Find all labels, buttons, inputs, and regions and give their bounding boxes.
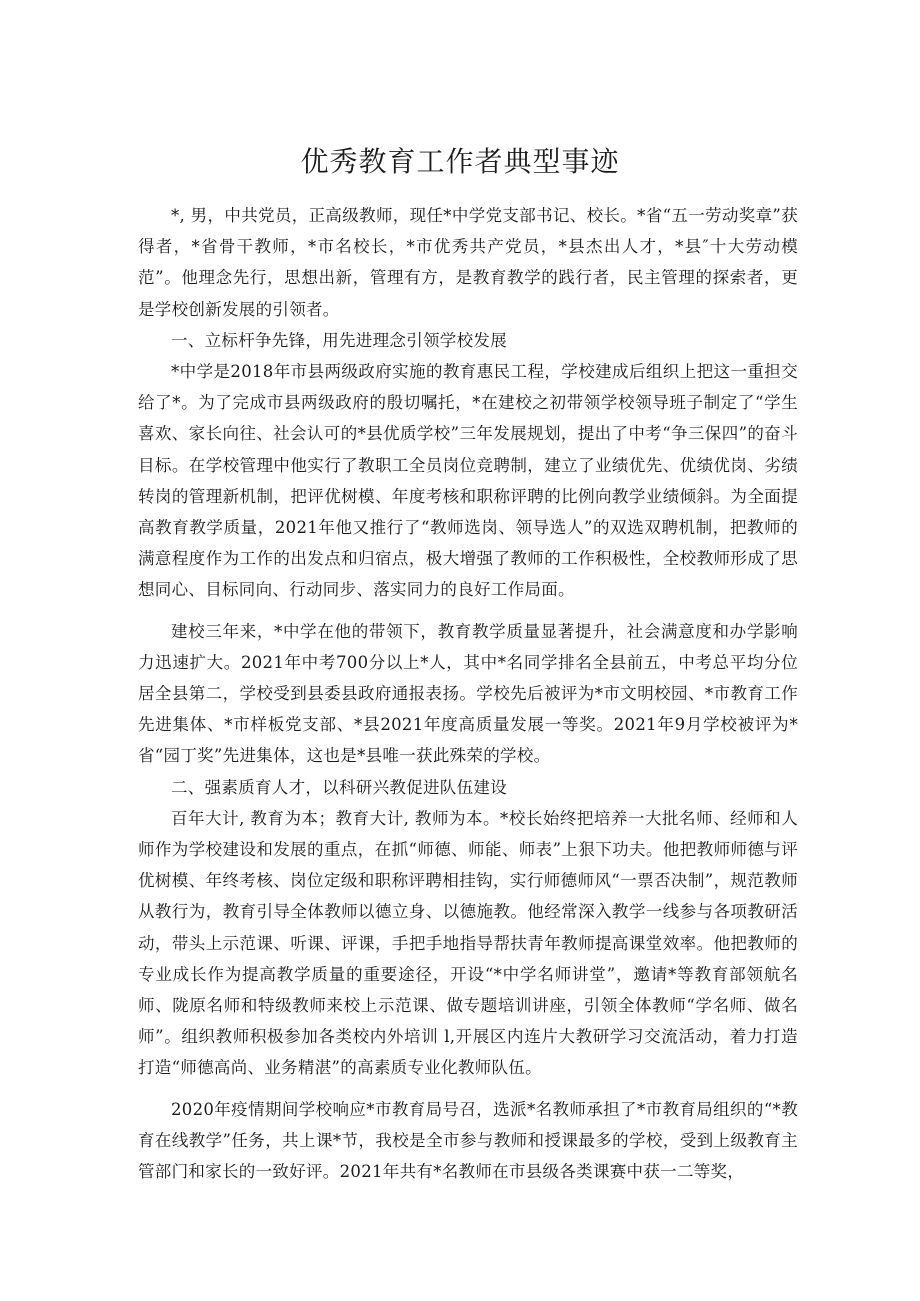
section-heading-2: 二、强素质育人才，以科研兴教促进队伍建设	[171, 777, 507, 797]
intro-paragraph: *, 男，中共党员，正高级教师，现任*中学党支部书记、校长。*省“五一劳动奖章”获得者，*省骨干教师，*市名校长，*市优秀共产党员，*县杰出人才，*县″十大劳动模范”。他理念先行，思想出新，管理有方，是教育教学的践行者，民主管理的探索者，更是学校创新发展的引领者。	[138, 206, 798, 319]
section-2-paragraph-1: 百年大计, 教育为本；教育大计, 教师为本。*校长始终把培养一大批名师、经师和人师作为学校建设和发展的重点，在抓“师德、师能、师表”上狠下功夫。他把教师师德与评优树模、年终考核、岗位定级和职称评聘相挂钩，实行师德师风“一票否决制”，规范教师从教行为，教育引导全体教师以德立身、以德施教。他经常深入教学一线参与各项教研活动，带头上示范课、听课、评课，手把手地指导帮扶青年教师提高课堂效率。他把教师的专业成长作为提高教学质量的重要途径，开设“*中学名师讲堂”，邀请*等教育部领航名师、陇原名师和特级教师来校上示范课、做专题培训讲座，引领全体教师“学名师、做名师”。组织教师积极参加各类校内外培训 l,开展区内连片大教研学习交流活动，着力打造打造“师德高尚、业务精湛”的高素质专业化教师队伍。	[138, 808, 798, 1078]
document-body	[138, 200, 798, 1187]
section-2-paragraph-2: 2020年疫情期间学校响应*市教育局号召，选派*名教师承担了*市教育局组织的“*教育在线教学”任务，共上课*节，我校是全市参与教师和授课最多的学校，受到上级教育主管部门和家长的一致好评。2021年共有*名教师在市县级各类课赛中获一二等奖，	[138, 1099, 798, 1182]
section-heading-1: 一、立标杆争先锋，用先进理念引领学校发展	[171, 330, 507, 350]
paragraph-gap	[138, 606, 798, 616]
section-1-paragraph-2: 建校三年来，*中学在他的带领下，教育教学质量显著提升，社会满意度和办学影响力迅速扩大。2021年中考700分以上*人，其中*名同学排名全县前五，中考总平均分位居全县第二，学校受到县委县政府通报表扬。学校先后被评为*市文明校园、*市教育工作先进集体、*市样板党支部、*县2021年度高质量发展一等奖。2021年9月学校被评为*省“园丁奖”先进集体，这也是*县唯一获此殊荣的学校。	[138, 621, 798, 766]
document-title: 优秀教育工作者典型事迹	[300, 145, 620, 178]
paragraph-gap	[138, 1084, 798, 1094]
section-1-paragraph-1: *中学是2018年市县两级政府实施的教育惠民工程，学校建成后组织上把这一重担交给了*。为了完成市县两级政府的殷切嘱托，*在建校之初带领学校领导班子制定了“学生喜欢、家长向往、社会认可的*县优质学校”三年发展规划，提出了中考“争三保四”的奋斗目标。在学校管理中他实行了教职工全员岗位竞聘制，建立了业绩优先、优绩优岗、劣绩转岗的管理新机制，把评优树模、年度考核和职称评聘的比例向教学业绩倾斜。为全面提高教育教学质量，2021年他又推行了“教师选岗、领导选人”的双选双聘机制，把教师的满意程度作为工作的出发点和归宿点，极大增强了教师的工作积极性，全校教师形成了思想同心、目标同向、行动同步、落实同力的良好工作局面。	[138, 362, 798, 600]
